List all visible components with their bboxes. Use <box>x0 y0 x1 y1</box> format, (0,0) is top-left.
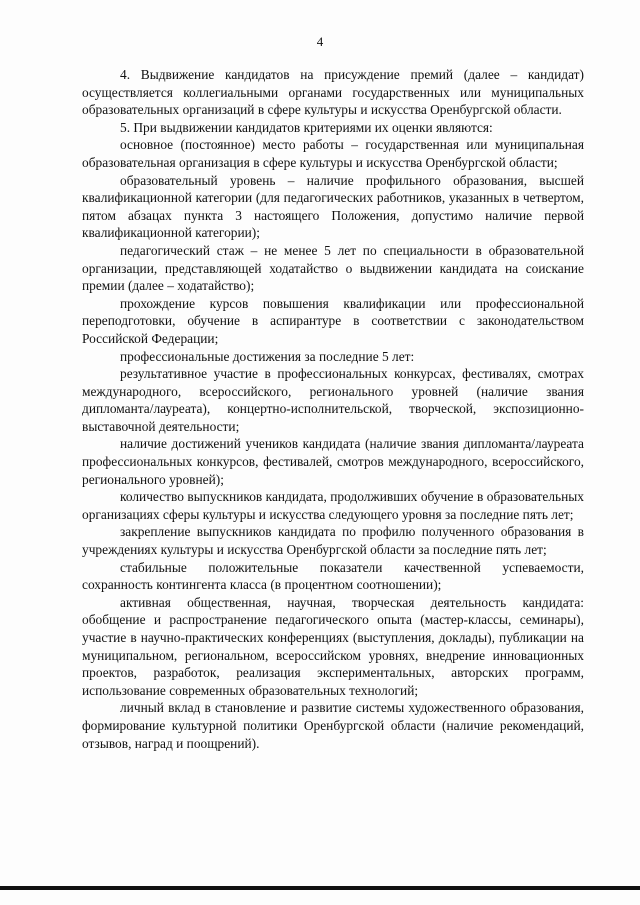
criterion-teaching-experience: педагогический стаж – не менее 5 лет по специальности в образовательной организации, представляющей ходатайство о выдвижении кандидата на соискание премии (далее – ходатайство); <box>82 242 584 294</box>
criterion-workplace: основное (постоянное) место работы – государственная или муниципальная образовательная организация в сфере культуры и искусства Оренбургской области; <box>82 137 584 170</box>
criterion-graduates-employed: закрепление выпускников кандидата по профилю полученного образования в учреждениях культуры и искусства Оренбургской области за последние пять лет; <box>82 524 584 558</box>
criterion-academic-performance: стабильные положительные показатели качественной успеваемости, сохранность контингента класса (в процентном соотношении); <box>82 559 584 593</box>
paragraph-item-5-intro: 5. При выдвижении кандидатов критериями их оценки являются: <box>120 119 493 135</box>
bottom-divider <box>0 886 640 890</box>
criterion-achievements-heading: профессиональные достижения за последние 5 лет: <box>120 348 415 364</box>
criterion-professional-training: прохождение курсов повышения квалификации или профессиональной переподготовки, обучение в аспирантуре в соответствии с законодательством Российской Федерации; <box>82 295 584 346</box>
document-body <box>82 66 584 752</box>
criterion-education-level: образовательный уровень – наличие профильного образования, высшей квалификационной категории (для педагогических работников, указанных в четвертом, пятом абзацах пункта 3 настоящего Положения, допустимо наличие первой квалификационной категории); <box>82 172 584 241</box>
criterion-personal-contribution: личный вклад в становление и развитие системы художественного образования, формирование культурной политики Оренбургской области (наличие рекомендаций, отзывов, наград и поощрений). <box>82 700 584 751</box>
criterion-graduates-continuing: количество выпускников кандидата, продолживших обучение в образовательных организациях сферы культуры и искусства следующего уровня за последние пять лет; <box>82 489 584 522</box>
criterion-competition-participation: результативное участие в профессиональных конкурсах, фестивалях, смотрах международного, всероссийского, регионального уровней (наличие звания дипломанта/лауреата), концертно-исполнительской, творческой, экспозиционно-выставочной деятельности; <box>82 366 584 434</box>
page-number: 4 <box>316 34 324 49</box>
criterion-student-achievements: наличие достижений учеников кандидата (наличие звания дипломанта/лауреата профессиональных конкурсов, фестивалей, смотров международного, всероссийского, регионального уровней); <box>82 436 584 487</box>
criterion-public-activity: активная общественная, научная, творческая деятельность кандидата: обобщение и распространение педагогического опыта (мастер-классы, семинары), участие в научно-практических конференциях (выступления, доклады), публикации на муниципальном, региональном, всероссийском уровнях, внедрение инновационных проектов, разработок, реализация экспериментальных, авторских программ, использование современных образовательных технологий; <box>82 594 584 698</box>
paragraph-item-4: 4. Выдвижение кандидатов на присуждение премий (далее – кандидат) осуществляется коллегиальными органами государственных или муниципальных образовательных организаций в сфере культуры и искусства Оренбургской области. <box>82 67 584 118</box>
